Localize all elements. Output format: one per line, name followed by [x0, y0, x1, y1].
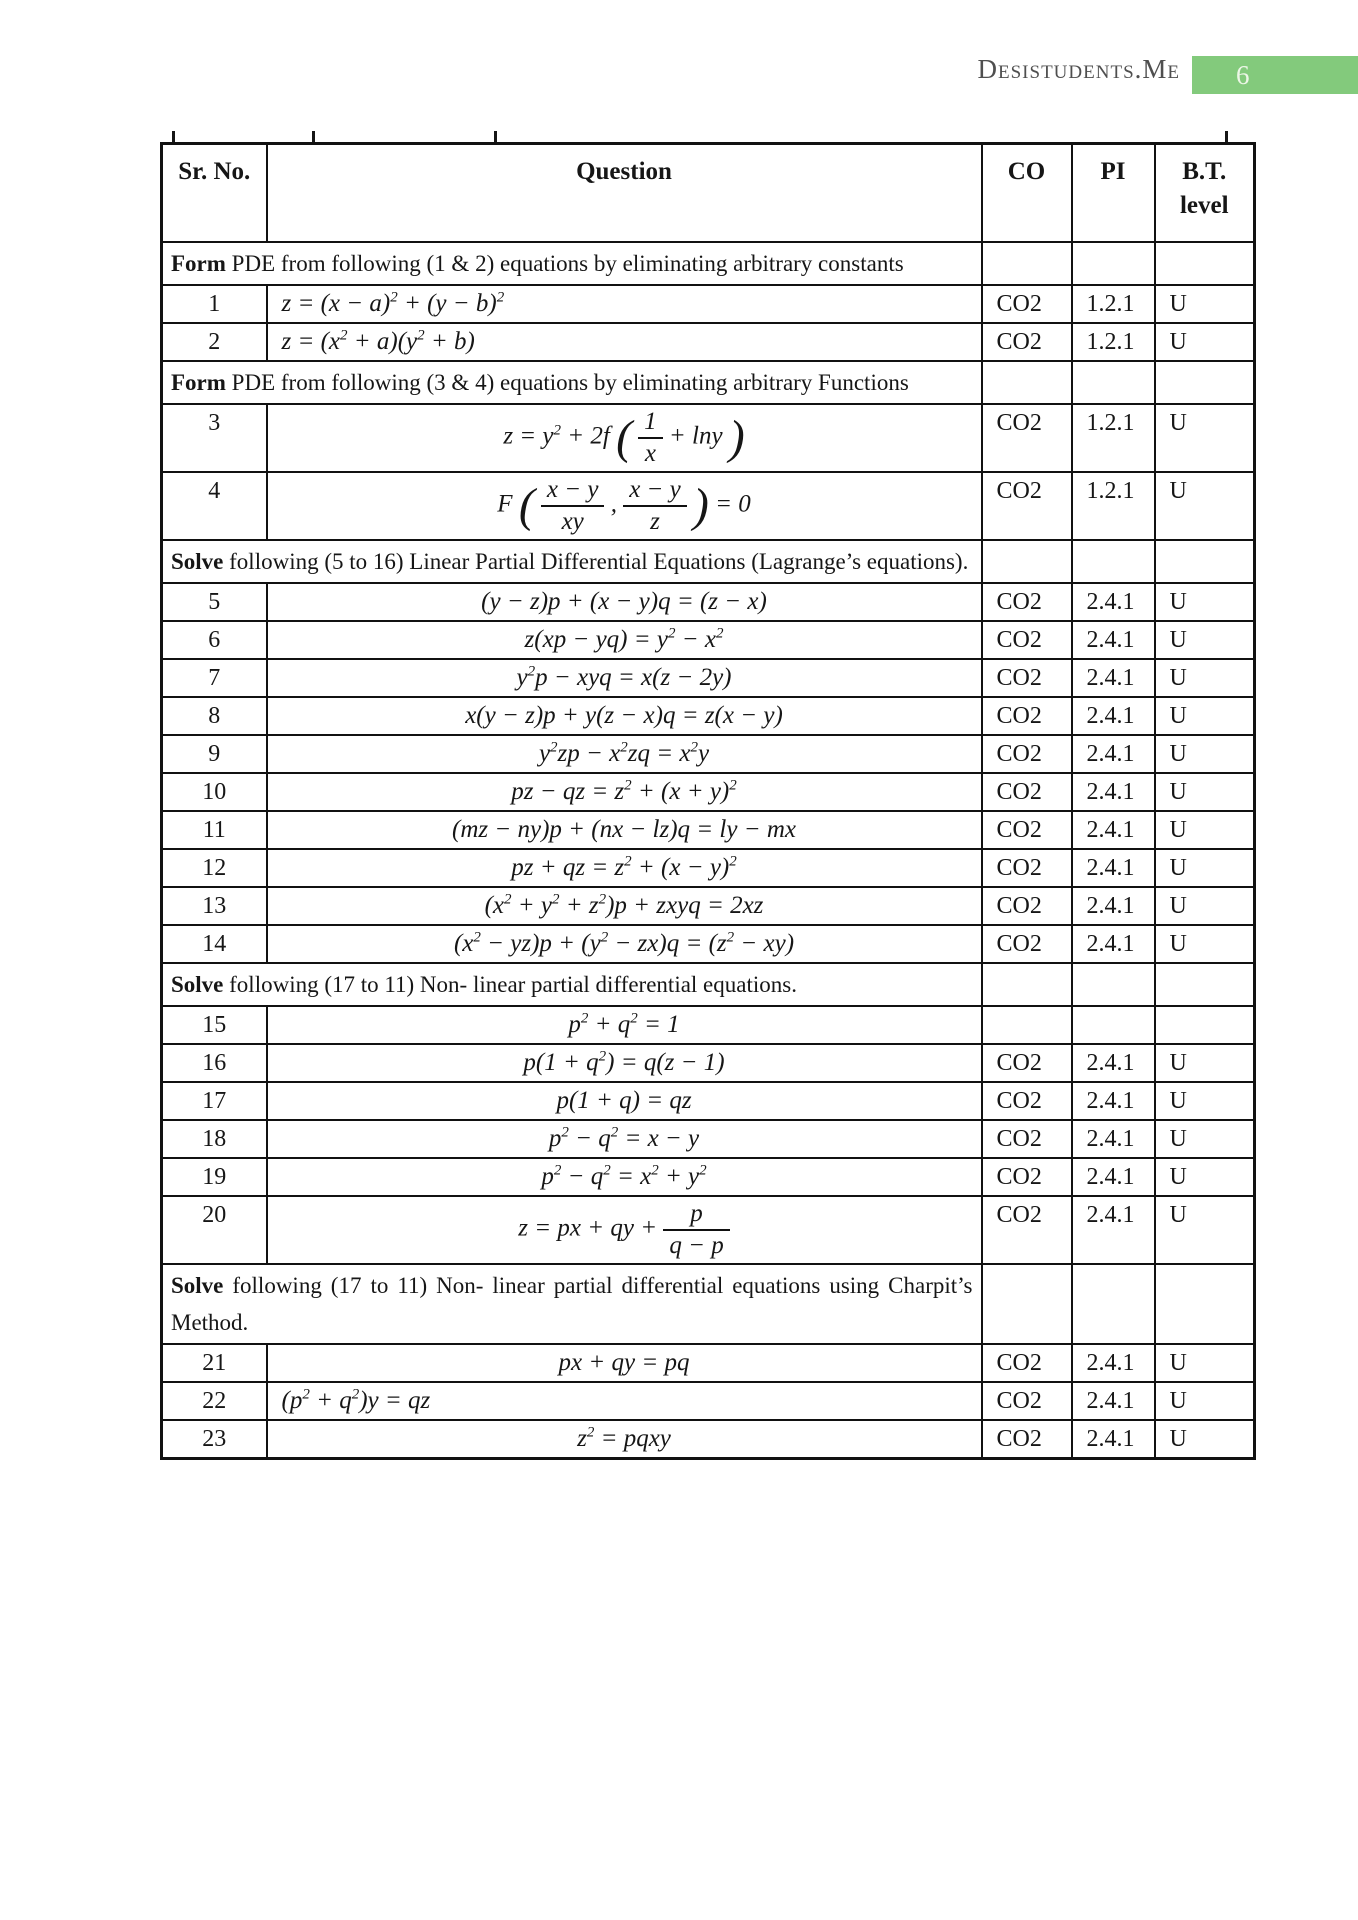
empty-bt-cell [1155, 1264, 1255, 1344]
question-equation: $z = y^2 + 2f$ ( $\frac{1}{x}$ + lny ) [267, 404, 982, 472]
question-equation: (mz − ny)p + (nx − lz)q = ly − mx [267, 811, 982, 849]
section-keyword: Solve [171, 971, 224, 997]
question-row [162, 659, 1255, 697]
pi-cell: 1.2.1 [1072, 404, 1155, 472]
section-keyword: Solve [171, 548, 224, 574]
co-cell: CO2 [982, 925, 1072, 963]
sr-no-cell: 22 [162, 1382, 267, 1420]
fraction: $\frac{1}{x}$ [638, 407, 663, 469]
bt-level-cell: U [1155, 404, 1255, 472]
co-cell: CO2 [982, 849, 1072, 887]
question-equation: p(1 + q) = qz [267, 1082, 982, 1120]
question-row [162, 697, 1255, 735]
question-row [162, 1420, 1255, 1459]
section-keyword: Form [171, 250, 226, 276]
question-row [162, 925, 1255, 963]
co-cell: CO2 [982, 659, 1072, 697]
co-cell: CO2 [982, 887, 1072, 925]
table-header-row [162, 144, 1255, 242]
question-row [162, 1196, 1255, 1264]
bt-level-cell: U [1155, 1382, 1255, 1420]
question-equation: z = px + qy + $\frac{p}{q - p}$ [267, 1196, 982, 1264]
section-row [162, 242, 1255, 285]
question-row [162, 1044, 1255, 1082]
question-equation: $z = (x^2 + a)(y^2 + b)$ [267, 323, 982, 361]
section-row [162, 963, 1255, 1006]
col-header-question: Question [267, 144, 982, 242]
fraction: $\frac{x - y}{z}$ [623, 475, 687, 537]
question-equation: px + qy = pq [267, 1344, 982, 1382]
empty-co-cell [982, 540, 1072, 583]
bt-level-cell: U [1155, 1044, 1255, 1082]
pi-cell: 2.4.1 [1072, 621, 1155, 659]
pi-cell: 2.4.1 [1072, 697, 1155, 735]
co-cell: CO2 [982, 323, 1072, 361]
question-equation: x(y − z)p + y(z − x)q = z(x − y) [267, 697, 982, 735]
co-cell: CO2 [982, 1082, 1072, 1120]
bt-level-cell: U [1155, 285, 1255, 323]
bt-level-cell: U [1155, 323, 1255, 361]
pi-cell: 2.4.1 [1072, 849, 1155, 887]
bt-level-cell: U [1155, 472, 1255, 540]
pi-cell: 2.4.1 [1072, 887, 1155, 925]
question-row [162, 583, 1255, 621]
pi-cell: 2.4.1 [1072, 1196, 1155, 1264]
sr-no-cell: 4 [162, 472, 267, 540]
co-cell: CO2 [982, 472, 1072, 540]
question-row [162, 323, 1255, 361]
sr-no-cell: 12 [162, 849, 267, 887]
bt-level-cell: U [1155, 1420, 1255, 1459]
bt-level-cell: U [1155, 849, 1255, 887]
sr-no-cell: 3 [162, 404, 267, 472]
section-rest: PDE from following (1 & 2) equations by eliminating arbitrary constants [225, 250, 904, 276]
pi-cell: 2.4.1 [1072, 735, 1155, 773]
empty-bt-cell [1155, 361, 1255, 404]
empty-bt-cell [1155, 963, 1255, 1006]
pi-cell: 2.4.1 [1072, 925, 1155, 963]
section-text [162, 963, 982, 1006]
question-equation: $z^2$ = pqxy [267, 1420, 982, 1459]
question-row [162, 1082, 1255, 1120]
question-equation: $p^2 - q^2 = x - y$ [267, 1120, 982, 1158]
pi-cell [1072, 1006, 1155, 1044]
question-row [162, 285, 1255, 323]
sr-no-cell: 20 [162, 1196, 267, 1264]
question-row [162, 1158, 1255, 1196]
question-row [162, 621, 1255, 659]
co-cell: CO2 [982, 811, 1072, 849]
col-header-co: CO [982, 144, 1072, 242]
question-equation: $z(xp - yq) = y^2 - x^2$ [267, 621, 982, 659]
sr-no-cell: 7 [162, 659, 267, 697]
empty-pi-cell [1072, 361, 1155, 404]
bt-level-cell [1155, 1006, 1255, 1044]
question-equation: pz + qz = $z^2 + (x - y)^2$ [267, 849, 982, 887]
page-number-badge [1192, 56, 1358, 94]
question-row [162, 811, 1255, 849]
co-cell: CO2 [982, 621, 1072, 659]
co-cell: CO2 [982, 404, 1072, 472]
bt-level-cell: U [1155, 659, 1255, 697]
fraction: $\frac{x - y}{xy}$ [541, 475, 605, 537]
section-text [162, 1264, 982, 1344]
bt-level-cell: U [1155, 583, 1255, 621]
section-row [162, 1264, 1255, 1344]
section-text [162, 242, 982, 285]
sr-no-cell: 6 [162, 621, 267, 659]
empty-pi-cell [1072, 1264, 1155, 1344]
question-equation: $(x^2 + y^2 + z^2)p$ + zxyq = 2xz [267, 887, 982, 925]
section-row [162, 540, 1255, 583]
co-cell: CO2 [982, 285, 1072, 323]
question-equation: $y^2zp - x^2zq = x^2y$ [267, 735, 982, 773]
sr-no-cell: 13 [162, 887, 267, 925]
question-row [162, 472, 1255, 540]
sr-no-cell: 16 [162, 1044, 267, 1082]
section-rest: PDE from following (3 & 4) equations by eliminating arbitrary Functions [225, 369, 909, 395]
co-cell: CO2 [982, 1196, 1072, 1264]
section-text [162, 540, 982, 583]
question-equation: $y^2p$ − xyq = x(z − 2y) [267, 659, 982, 697]
question-row [162, 773, 1255, 811]
co-cell: CO2 [982, 1344, 1072, 1382]
pi-cell: 2.4.1 [1072, 1120, 1155, 1158]
pi-cell: 2.4.1 [1072, 1344, 1155, 1382]
pi-cell: 1.2.1 [1072, 285, 1155, 323]
question-equation: $(x^2 - yz)p + (y^2 - zx)q = (z^2 - xy)$ [267, 925, 982, 963]
sr-no-cell: 9 [162, 735, 267, 773]
bt-level-cell: U [1155, 1082, 1255, 1120]
question-table-body [162, 242, 1255, 1459]
question-equation: $p^2 - q^2 = x^2 + y^2$ [267, 1158, 982, 1196]
question-row [162, 887, 1255, 925]
sr-no-cell: 11 [162, 811, 267, 849]
pi-cell: 2.4.1 [1072, 1044, 1155, 1082]
col-header-sr-no: Sr. No. [162, 144, 267, 242]
empty-bt-cell [1155, 242, 1255, 285]
bt-level-cell: U [1155, 1120, 1255, 1158]
co-cell: CO2 [982, 697, 1072, 735]
col-header-bt-level: B.T. level [1155, 144, 1255, 242]
question-row [162, 849, 1255, 887]
empty-bt-cell [1155, 540, 1255, 583]
section-rest: following (17 to 11) Non- linear partial differential equations. [223, 971, 797, 997]
fraction: $\frac{p}{q - p}$ [663, 1199, 729, 1261]
co-cell: CO2 [982, 1420, 1072, 1459]
sr-no-cell: 14 [162, 925, 267, 963]
bt-level-cell: U [1155, 1344, 1255, 1382]
sr-no-cell: 21 [162, 1344, 267, 1382]
pi-cell: 1.2.1 [1072, 323, 1155, 361]
section-rest: following (5 to 16) Linear Partial Differential Equations (Lagrange’s equations). [223, 548, 969, 574]
bt-level-cell: U [1155, 735, 1255, 773]
sr-no-cell: 8 [162, 697, 267, 735]
pi-cell: 2.4.1 [1072, 659, 1155, 697]
question-equation: $p(1 + q^2) = q(z - 1)$ [267, 1044, 982, 1082]
question-equation: (y − z)p + (x − y)q = (z − x) [267, 583, 982, 621]
question-equation: pz − qz = $z^2 + (x + y)^2$ [267, 773, 982, 811]
empty-co-cell [982, 1264, 1072, 1344]
question-equation: $z = (x - a)^2 + (y - b)^2$ [267, 285, 982, 323]
section-keyword: Solve [171, 1272, 224, 1298]
section-text [162, 361, 982, 404]
pi-cell: 1.2.1 [1072, 472, 1155, 540]
co-cell: CO2 [982, 1120, 1072, 1158]
bt-level-cell: U [1155, 773, 1255, 811]
question-equation: F ( $\frac{x - y}{xy}$ , $\frac{x - y}{z}$ ) = 0 [267, 472, 982, 540]
empty-pi-cell [1072, 963, 1155, 1006]
empty-co-cell [982, 242, 1072, 285]
bt-level-cell: U [1155, 697, 1255, 735]
bt-level-cell: U [1155, 621, 1255, 659]
section-keyword: Form [171, 369, 226, 395]
pi-cell: 2.4.1 [1072, 583, 1155, 621]
question-table [160, 142, 1256, 1460]
co-cell: CO2 [982, 735, 1072, 773]
question-row [162, 735, 1255, 773]
empty-co-cell [982, 963, 1072, 1006]
pi-cell: 2.4.1 [1072, 1082, 1155, 1120]
empty-co-cell [982, 361, 1072, 404]
question-equation: $p^2 + q^2 = 1$ [267, 1006, 982, 1044]
question-row [162, 1344, 1255, 1382]
sr-no-cell: 1 [162, 285, 267, 323]
bt-level-cell: U [1155, 1196, 1255, 1264]
section-row [162, 361, 1255, 404]
section-rest: following (17 to 11) Non- linear partial differential equations using Charpit’s Method. [171, 1272, 973, 1335]
co-cell: CO2 [982, 1044, 1072, 1082]
sr-no-cell: 17 [162, 1082, 267, 1120]
pi-cell: 2.4.1 [1072, 1158, 1155, 1196]
pi-cell: 2.4.1 [1072, 811, 1155, 849]
bt-level-cell: U [1155, 887, 1255, 925]
sr-no-cell: 23 [162, 1420, 267, 1459]
sr-no-cell: 2 [162, 323, 267, 361]
question-row [162, 1006, 1255, 1044]
sr-no-cell: 18 [162, 1120, 267, 1158]
pi-cell: 2.4.1 [1072, 1382, 1155, 1420]
co-cell: CO2 [982, 1158, 1072, 1196]
col-header-pi: PI [1072, 144, 1155, 242]
site-name: Desistudents.Me [977, 54, 1180, 84]
sr-no-cell: 10 [162, 773, 267, 811]
bt-level-cell: U [1155, 1158, 1255, 1196]
question-row [162, 404, 1255, 472]
question-row [162, 1120, 1255, 1158]
empty-pi-cell [1072, 540, 1155, 583]
co-cell: CO2 [982, 583, 1072, 621]
page-number: 6 [1236, 60, 1250, 90]
bt-level-cell: U [1155, 925, 1255, 963]
question-row [162, 1382, 1255, 1420]
sr-no-cell: 5 [162, 583, 267, 621]
sr-no-cell: 15 [162, 1006, 267, 1044]
bt-level-cell: U [1155, 811, 1255, 849]
co-cell [982, 1006, 1072, 1044]
pi-cell: 2.4.1 [1072, 773, 1155, 811]
co-cell: CO2 [982, 1382, 1072, 1420]
sr-no-cell: 19 [162, 1158, 267, 1196]
co-cell: CO2 [982, 773, 1072, 811]
pi-cell: 2.4.1 [1072, 1420, 1155, 1459]
question-equation: $(p^2 + q^2)y$ = qz [267, 1382, 982, 1420]
empty-pi-cell [1072, 242, 1155, 285]
